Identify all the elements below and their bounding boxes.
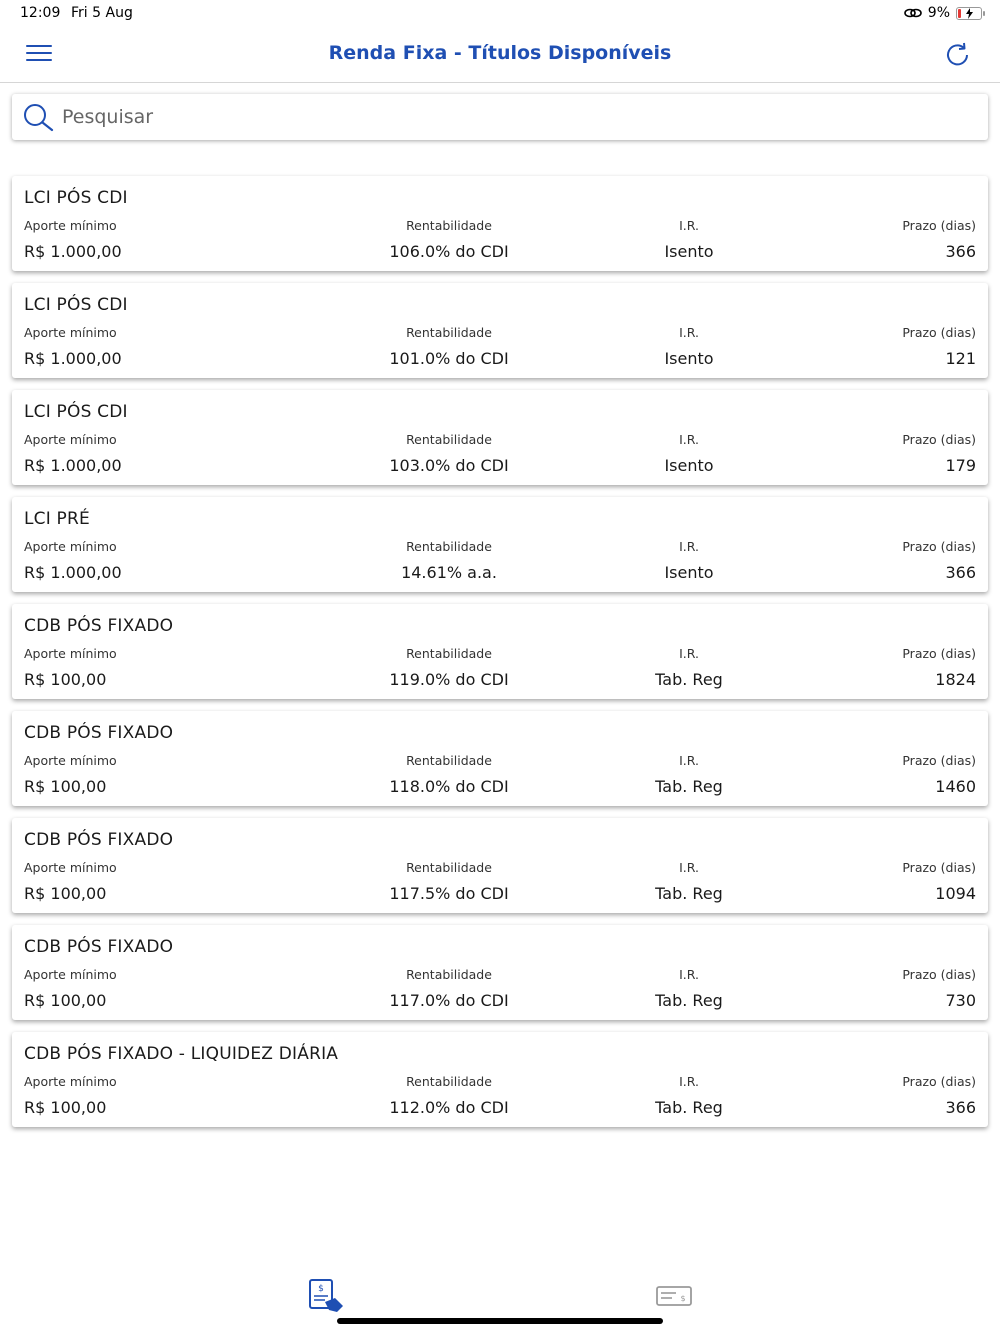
term-value: 1824 xyxy=(935,670,976,689)
term-label: Prazo (dias) xyxy=(902,646,976,661)
bond-title: CDB PÓS FIXADO xyxy=(24,937,174,957)
term-label: Prazo (dias) xyxy=(902,432,976,447)
yield-value: 106.0% do CDI xyxy=(389,242,509,261)
bond-card[interactable] xyxy=(12,604,988,699)
term-value: 730 xyxy=(945,991,976,1010)
min-investment-label: Aporte mínimo xyxy=(24,325,117,340)
yield-label: Rentabilidade xyxy=(406,860,492,875)
search-bar[interactable] xyxy=(12,94,988,140)
svg-text:$: $ xyxy=(318,1284,324,1294)
yield-label: Rentabilidade xyxy=(406,753,492,768)
min-investment-value: R$ 1.000,00 xyxy=(24,349,122,368)
min-investment-value: R$ 1.000,00 xyxy=(24,242,122,261)
min-investment-label: Aporte mínimo xyxy=(24,218,117,233)
statement-card-icon[interactable] xyxy=(654,1278,694,1314)
yield-value: 112.0% do CDI xyxy=(389,1098,509,1117)
bond-title: CDB PÓS FIXADO xyxy=(24,830,174,850)
term-label: Prazo (dias) xyxy=(902,967,976,982)
term-label: Prazo (dias) xyxy=(902,860,976,875)
bond-card[interactable] xyxy=(12,1032,988,1127)
bond-card[interactable] xyxy=(12,925,988,1020)
bond-title: CDB PÓS FIXADO xyxy=(24,616,174,636)
min-investment-label: Aporte mínimo xyxy=(24,432,117,447)
bond-title: LCI PRÉ xyxy=(24,509,90,529)
refresh-icon[interactable] xyxy=(944,41,972,69)
min-investment-value: R$ 1.000,00 xyxy=(24,563,122,582)
income-tax-label: I.R. xyxy=(679,860,699,875)
income-tax-value: Isento xyxy=(664,563,714,582)
income-tax-value: Isento xyxy=(664,349,714,368)
bond-title: LCI PÓS CDI xyxy=(24,402,128,422)
income-tax-label: I.R. xyxy=(679,967,699,982)
bond-title: LCI PÓS CDI xyxy=(24,188,128,208)
yield-value: 119.0% do CDI xyxy=(389,670,509,689)
battery-percent: 9% xyxy=(927,5,950,21)
bond-list xyxy=(12,176,988,1139)
term-value: 179 xyxy=(945,456,976,475)
income-tax-label: I.R. xyxy=(679,432,699,447)
bond-card[interactable] xyxy=(12,176,988,271)
income-tax-value: Tab. Reg xyxy=(655,1098,723,1117)
yield-label: Rentabilidade xyxy=(406,325,492,340)
term-value: 366 xyxy=(945,1098,976,1117)
min-investment-value: R$ 100,00 xyxy=(24,1098,107,1117)
min-investment-label: Aporte mínimo xyxy=(24,1074,117,1089)
term-label: Prazo (dias) xyxy=(902,218,976,233)
min-investment-value: R$ 1.000,00 xyxy=(24,456,122,475)
term-label: Prazo (dias) xyxy=(902,753,976,768)
income-tax-value: Tab. Reg xyxy=(655,991,723,1010)
min-investment-value: R$ 100,00 xyxy=(24,670,107,689)
bond-card[interactable] xyxy=(12,390,988,485)
income-tax-label: I.R. xyxy=(679,646,699,661)
bond-title: CDB PÓS FIXADO xyxy=(24,723,174,743)
min-investment-label: Aporte mínimo xyxy=(24,539,117,554)
invest-document-icon[interactable] xyxy=(305,1278,345,1314)
min-investment-label: Aporte mínimo xyxy=(24,967,117,982)
income-tax-value: Tab. Reg xyxy=(655,884,723,903)
min-investment-value: R$ 100,00 xyxy=(24,777,107,796)
yield-label: Rentabilidade xyxy=(406,218,492,233)
bond-card[interactable] xyxy=(12,818,988,913)
search-icon xyxy=(22,102,56,132)
term-value: 366 xyxy=(945,242,976,261)
search-input[interactable] xyxy=(62,106,962,128)
min-investment-value: R$ 100,00 xyxy=(24,884,107,903)
term-label: Prazo (dias) xyxy=(902,325,976,340)
yield-value: 117.5% do CDI xyxy=(389,884,509,903)
bond-title: CDB PÓS FIXADO - LIQUIDEZ DIÁRIA xyxy=(24,1044,339,1064)
income-tax-label: I.R. xyxy=(679,1074,699,1089)
yield-label: Rentabilidade xyxy=(406,1074,492,1089)
min-investment-label: Aporte mínimo xyxy=(24,646,117,661)
income-tax-label: I.R. xyxy=(679,218,699,233)
navigation-bar xyxy=(0,28,1000,83)
term-value: 1460 xyxy=(935,777,976,796)
yield-value: 118.0% do CDI xyxy=(389,777,509,796)
status-date: Fri 5 Aug xyxy=(71,5,133,21)
min-investment-label: Aporte mínimo xyxy=(24,860,117,875)
min-investment-value: R$ 100,00 xyxy=(24,991,107,1010)
income-tax-value: Isento xyxy=(664,242,714,261)
bond-card[interactable] xyxy=(12,283,988,378)
page-title: Renda Fixa - Títulos Disponíveis xyxy=(328,42,672,64)
yield-label: Rentabilidade xyxy=(406,967,492,982)
income-tax-label: I.R. xyxy=(679,539,699,554)
bond-title: LCI PÓS CDI xyxy=(24,295,128,315)
min-investment-label: Aporte mínimo xyxy=(24,753,117,768)
bond-card[interactable] xyxy=(12,711,988,806)
bond-card[interactable] xyxy=(12,497,988,592)
income-tax-label: I.R. xyxy=(679,325,699,340)
yield-label: Rentabilidade xyxy=(406,539,492,554)
status-indicators xyxy=(904,5,982,21)
yield-label: Rentabilidade xyxy=(406,646,492,661)
link-icon xyxy=(904,7,922,19)
yield-label: Rentabilidade xyxy=(406,432,492,447)
income-tax-value: Isento xyxy=(664,456,714,475)
term-label: Prazo (dias) xyxy=(902,1074,976,1089)
yield-value: 101.0% do CDI xyxy=(389,349,509,368)
income-tax-value: Tab. Reg xyxy=(655,670,723,689)
yield-value: 14.61% a.a. xyxy=(401,563,497,582)
income-tax-value: Tab. Reg xyxy=(655,777,723,796)
status-time: 12:09 xyxy=(20,5,61,21)
yield-value: 103.0% do CDI xyxy=(389,456,509,475)
battery-icon xyxy=(956,7,982,20)
income-tax-label: I.R. xyxy=(679,753,699,768)
term-value: 121 xyxy=(945,349,976,368)
home-indicator xyxy=(337,1318,663,1324)
term-label: Prazo (dias) xyxy=(902,539,976,554)
status-bar xyxy=(0,0,1000,28)
term-value: 1094 xyxy=(935,884,976,903)
tab-bar xyxy=(0,1270,1000,1334)
svg-text:$: $ xyxy=(680,1294,686,1303)
yield-value: 117.0% do CDI xyxy=(389,991,509,1010)
term-value: 366 xyxy=(945,563,976,582)
